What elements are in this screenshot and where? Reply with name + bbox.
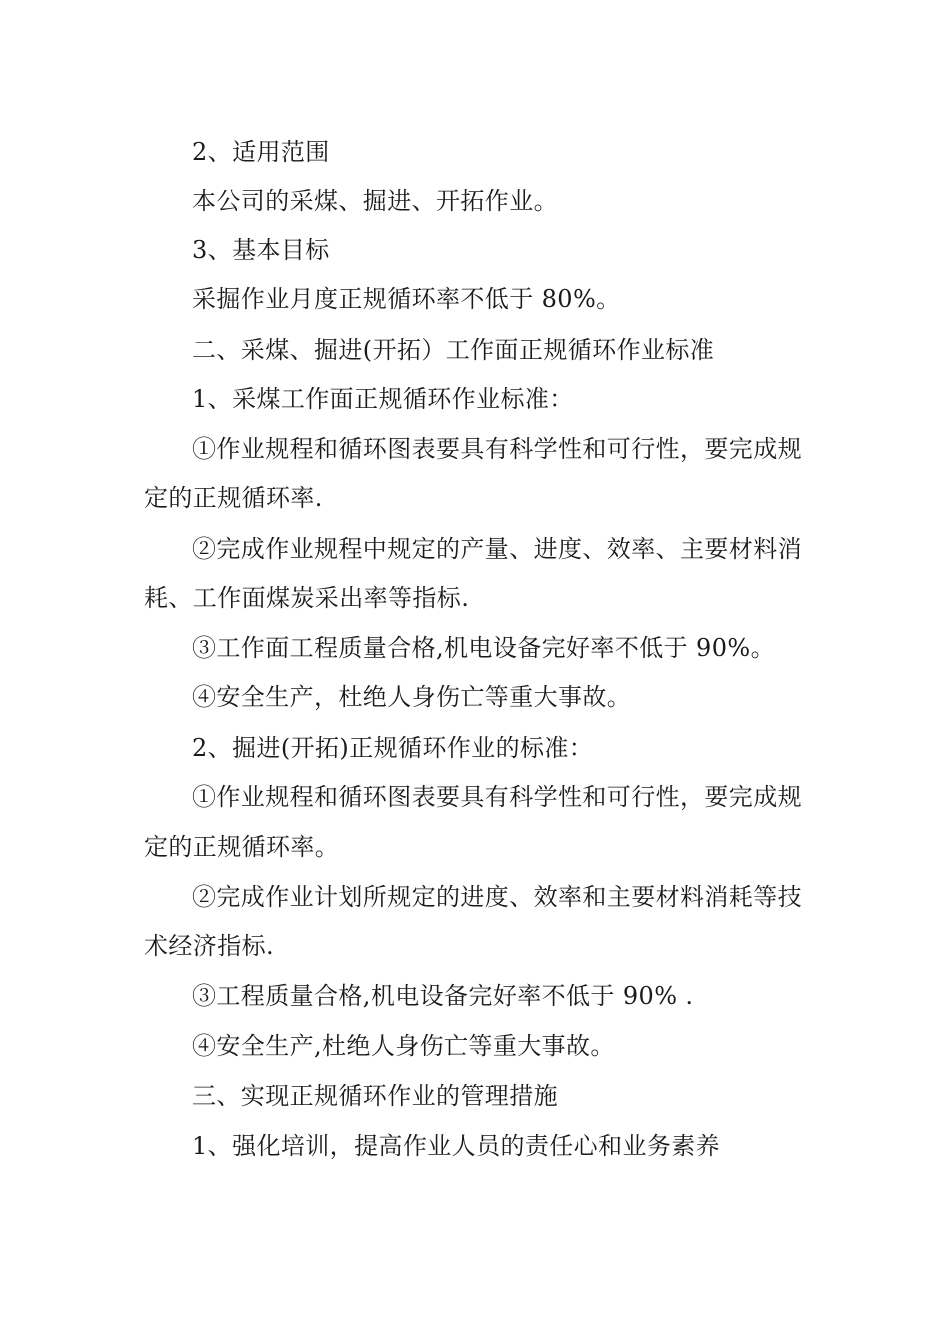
- list-item-mining-4: ④安全生产，杜绝人身伤亡等重大事故。: [192, 683, 632, 711]
- subheading-mining-standard: 1、采煤工作面正规循环作业标准：: [192, 385, 574, 413]
- list-item-tunneling-1-line-1: ①作业规程和循环图表要具有科学性和可行性，要完成规: [192, 783, 802, 811]
- list-item-mining-1-line-2: 定的正规循环率.: [144, 484, 323, 512]
- list-item-tunneling-1-line-2: 定的正规循环率。: [144, 833, 340, 861]
- paragraph-scope-text: 本公司的采煤、掘进、开拓作业。: [192, 187, 558, 215]
- chapter-heading-two: 二、采煤、掘进(开拓）工作面正规循环作业标准: [192, 336, 715, 364]
- list-item-tunneling-2-line-2: 术经济指标.: [144, 932, 275, 960]
- list-item-tunneling-2-line-1: ②完成作业计划所规定的进度、效率和主要材料消耗等技: [192, 883, 802, 911]
- subheading-tunneling-standard: 2、掘进(开拓)正规循环作业的标准：: [192, 734, 594, 762]
- subheading-training: 1、强化培训，提高作业人员的责任心和业务素养: [192, 1132, 721, 1160]
- list-item-mining-3: ③工作面工程质量合格,机电设备完好率不低于 90%。: [192, 634, 775, 662]
- list-item-mining-1-line-1: ①作业规程和循环图表要具有科学性和可行性，要完成规: [192, 435, 802, 463]
- section-heading-scope: 2、适用范围: [192, 138, 330, 166]
- list-item-mining-2-line-2: 耗、工作面煤炭采出率等指标.: [144, 584, 470, 612]
- chapter-heading-three: 三、实现正规循环作业的管理措施: [192, 1082, 558, 1110]
- list-item-tunneling-3: ③工程质量合格,机电设备完好率不低于 90% .: [192, 982, 694, 1010]
- list-item-mining-2-line-1: ②完成作业规程中规定的产量、进度、效率、主要材料消: [192, 535, 802, 563]
- list-item-tunneling-4: ④安全生产,杜绝人身伤亡等重大事故。: [192, 1032, 615, 1060]
- paragraph-goal-text: 采掘作业月度正规循环率不低于 80%。: [192, 285, 621, 313]
- section-heading-basic-goal: 3、基本目标: [192, 236, 330, 264]
